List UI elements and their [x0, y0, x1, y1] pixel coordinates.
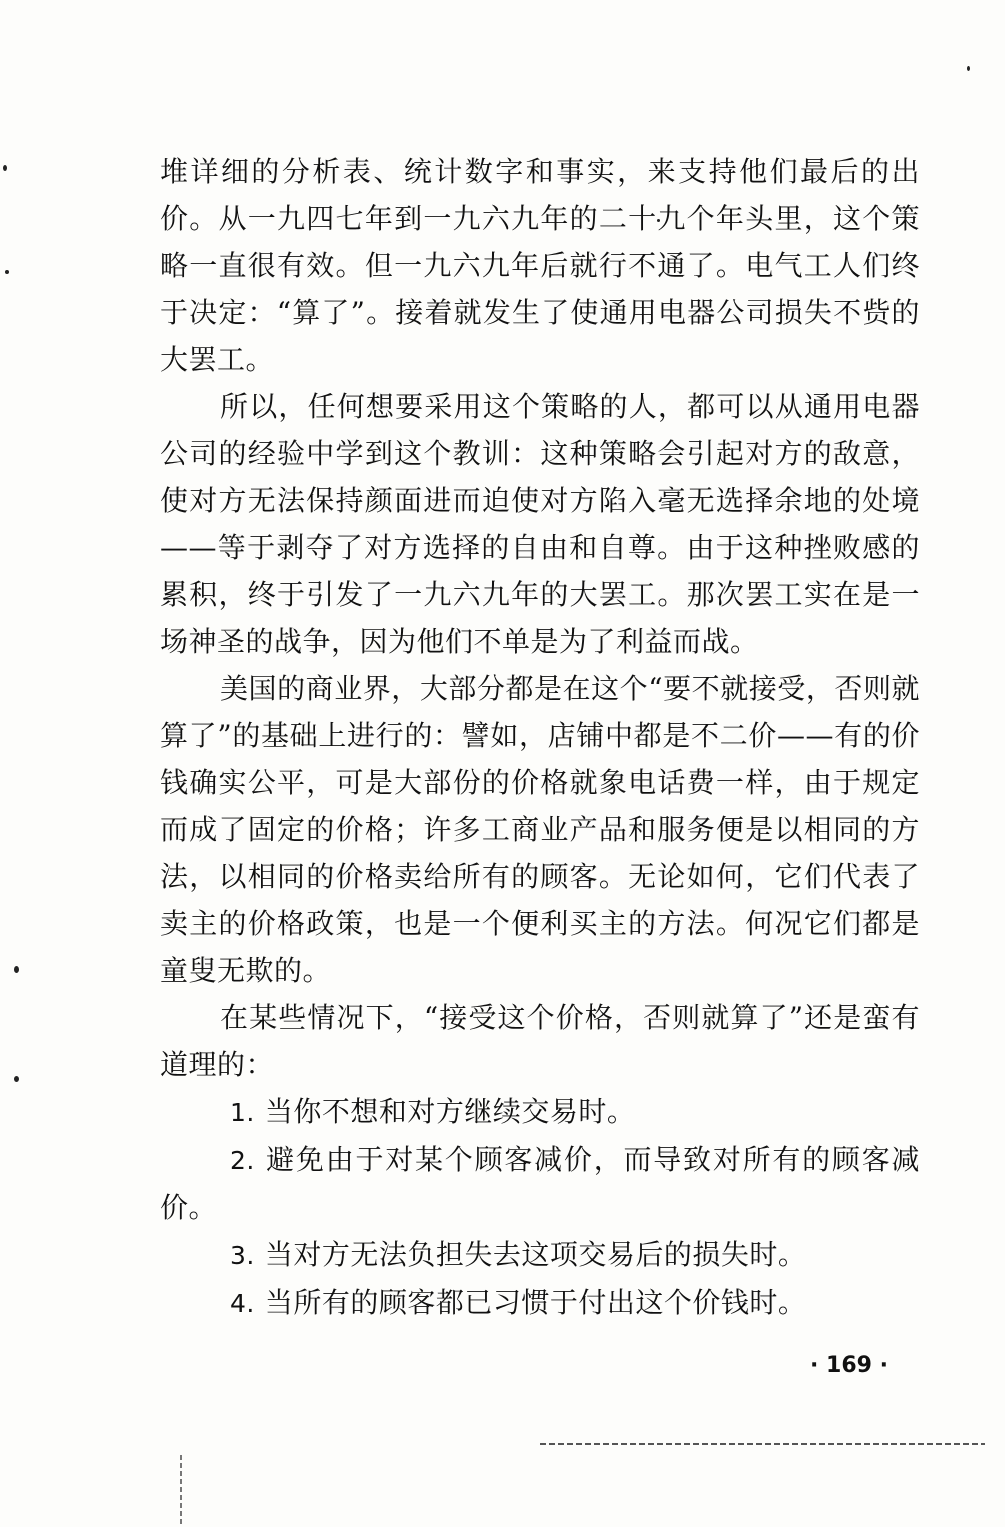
list-item-4	[160, 1279, 920, 1327]
scan-speck	[3, 165, 7, 171]
paragraph-2: 所以，任何想要采用这个策略的人，都可以从通用电器公司的经验中学到这个教训：这种策略会引起对方的敌意，使对方无法保持颜面进而迫使对方陷入毫无选择余地的处境——等于剥夺了对方选择的自由和自尊。由于这种挫败感的累积，终于引发了一九六九年的大罢工。那次罢工实在是一场神圣的战争，因为他们不单是为了利益而战。	[160, 390, 920, 658]
list-text: 当对方无法负担失去这项交易后的损失时。	[264, 1238, 807, 1271]
paragraph-3: 美国的商业界，大部分都是在这个“要不就接受，否则就算了”的基础上进行的：譬如，店铺中都是不二价——有的价钱确实公平，可是大部份的价格就象电话费一样，由于规定而成了固定的价格；许多工商业产品和服务便是以相同的方法，以相同的价格卖给所有的顾客。无论如何，它们代表了卖主的价格政策，也是一个便利买主的方法。何况它们都是童叟无欺的。	[160, 672, 920, 987]
list-item-3	[160, 1231, 920, 1279]
list-item-2	[160, 1136, 920, 1231]
paragraph-4: 在某些情况下，“接受这个价格，否则就算了”还是蛮有道理的：	[160, 1001, 920, 1081]
scan-artifact-tick	[180, 1455, 182, 1525]
list-text: 避免由于对某个顾客减价，而导致对所有的顾客减价。	[160, 1143, 920, 1224]
list-text: 当所有的顾客都已习惯于付出这个价钱时。	[264, 1286, 807, 1319]
scan-speck	[5, 270, 9, 274]
scan-speck	[14, 1076, 19, 1082]
scan-speck	[967, 66, 970, 71]
scan-artifact-line	[540, 1443, 985, 1445]
scan-speck	[14, 966, 19, 973]
page-number: · 169 ·	[810, 1353, 888, 1378]
list-item-1	[160, 1088, 920, 1136]
paragraph-1: 堆详细的分析表、统计数字和事实，来支持他们最后的出价。从一九四七年到一九六九年的二十九个年头里，这个策略一直很有效。但一九六九年后就行不通了。电气工人们终于决定：“算了”。接着就发生了使通用电器公司损失不赀的大罢工。	[160, 155, 920, 376]
body-text	[160, 148, 920, 1327]
list-number: 1.	[230, 1098, 255, 1127]
list-number: 4.	[230, 1289, 255, 1318]
list-number: 2.	[230, 1146, 255, 1175]
list-text: 当你不想和对方继续交易时。	[264, 1095, 636, 1128]
list-number: 3.	[230, 1241, 255, 1270]
